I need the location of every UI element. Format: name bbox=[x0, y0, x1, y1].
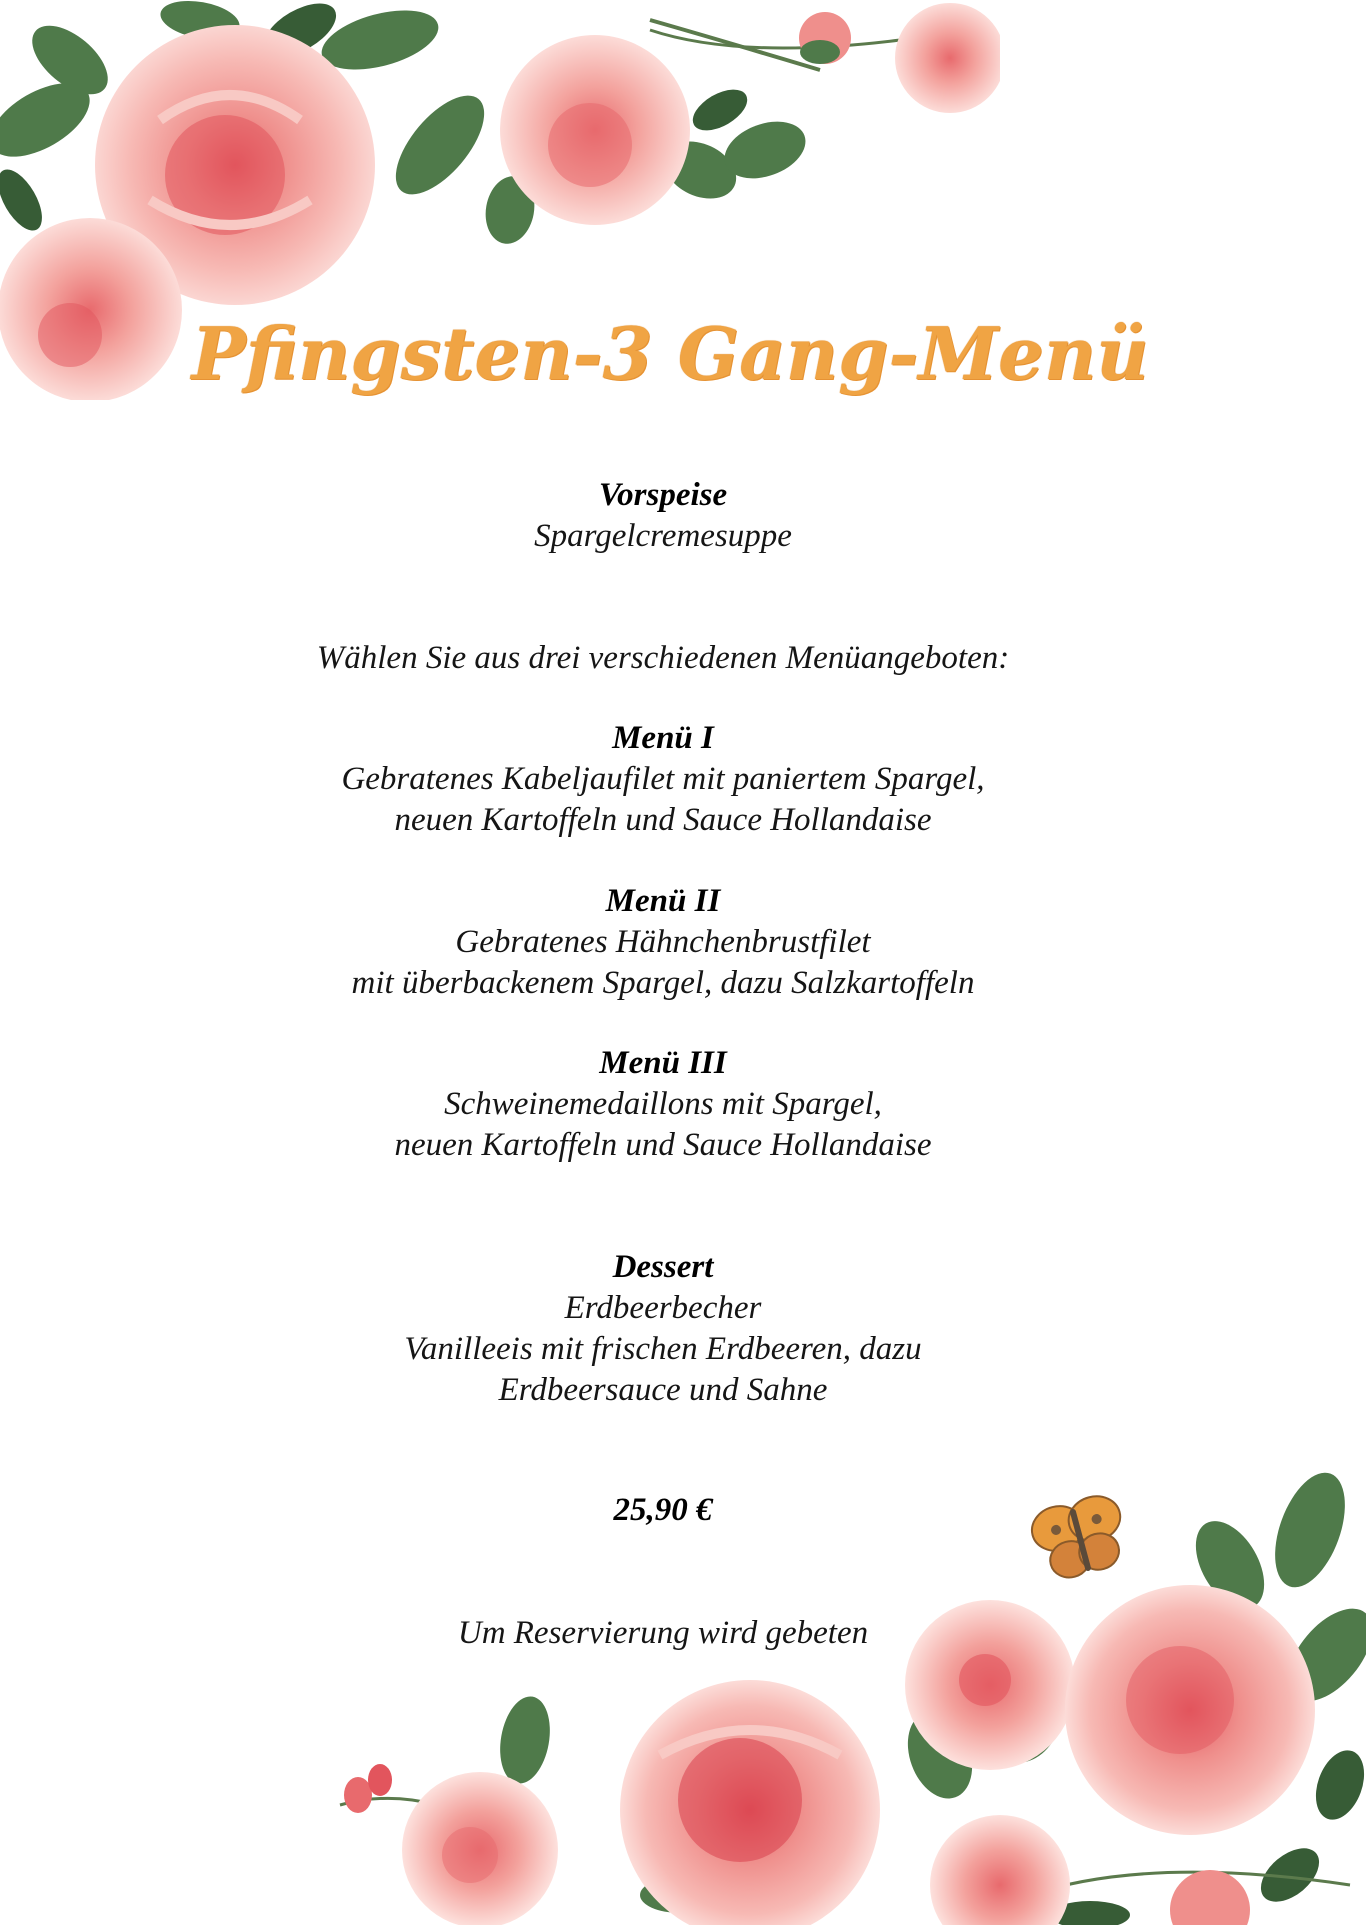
menu-2-line-1: Gebratenes Hähnchenbrustfilet bbox=[455, 924, 871, 960]
starter-dish: Spargelcremesuppe bbox=[534, 518, 792, 554]
page-title: Pfingsten-3 Gang-Menü bbox=[191, 311, 1149, 396]
dessert-line-2: Vanilleeis mit frischen Erdbeeren, dazu bbox=[404, 1331, 922, 1367]
menu-2-heading: Menü II bbox=[605, 883, 721, 919]
menu-1-line-2: neuen Kartoffeln und Sauce Hollandaise bbox=[394, 802, 932, 838]
reservation-note: Um Reservierung wird gebeten bbox=[457, 1615, 869, 1651]
menu-1-heading: Menü I bbox=[612, 720, 714, 756]
menu-1-line-1: Gebratenes Kabeljaufilet mit paniertem Spargel, bbox=[341, 761, 985, 797]
dessert-heading: Dessert bbox=[612, 1249, 714, 1285]
price: 25,90 € bbox=[613, 1492, 713, 1528]
menu-3-line-2: neuen Kartoffeln und Sauce Hollandaise bbox=[394, 1127, 932, 1163]
menu-2-line-2: mit überbackenem Spargel, dazu Salzkartoffeln bbox=[351, 965, 975, 1001]
menu-3-line-1: Schweinemedaillons mit Spargel, bbox=[444, 1086, 882, 1122]
menu-3-heading: Menü III bbox=[599, 1045, 727, 1081]
starter-heading: Vorspeise bbox=[598, 477, 728, 513]
choice-intro: Wählen Sie aus drei verschiedenen Menüangeboten: bbox=[316, 640, 1010, 676]
dessert-line-1: Erdbeerbecher bbox=[564, 1290, 762, 1326]
dessert-line-3: Erdbeersauce und Sahne bbox=[498, 1372, 828, 1408]
